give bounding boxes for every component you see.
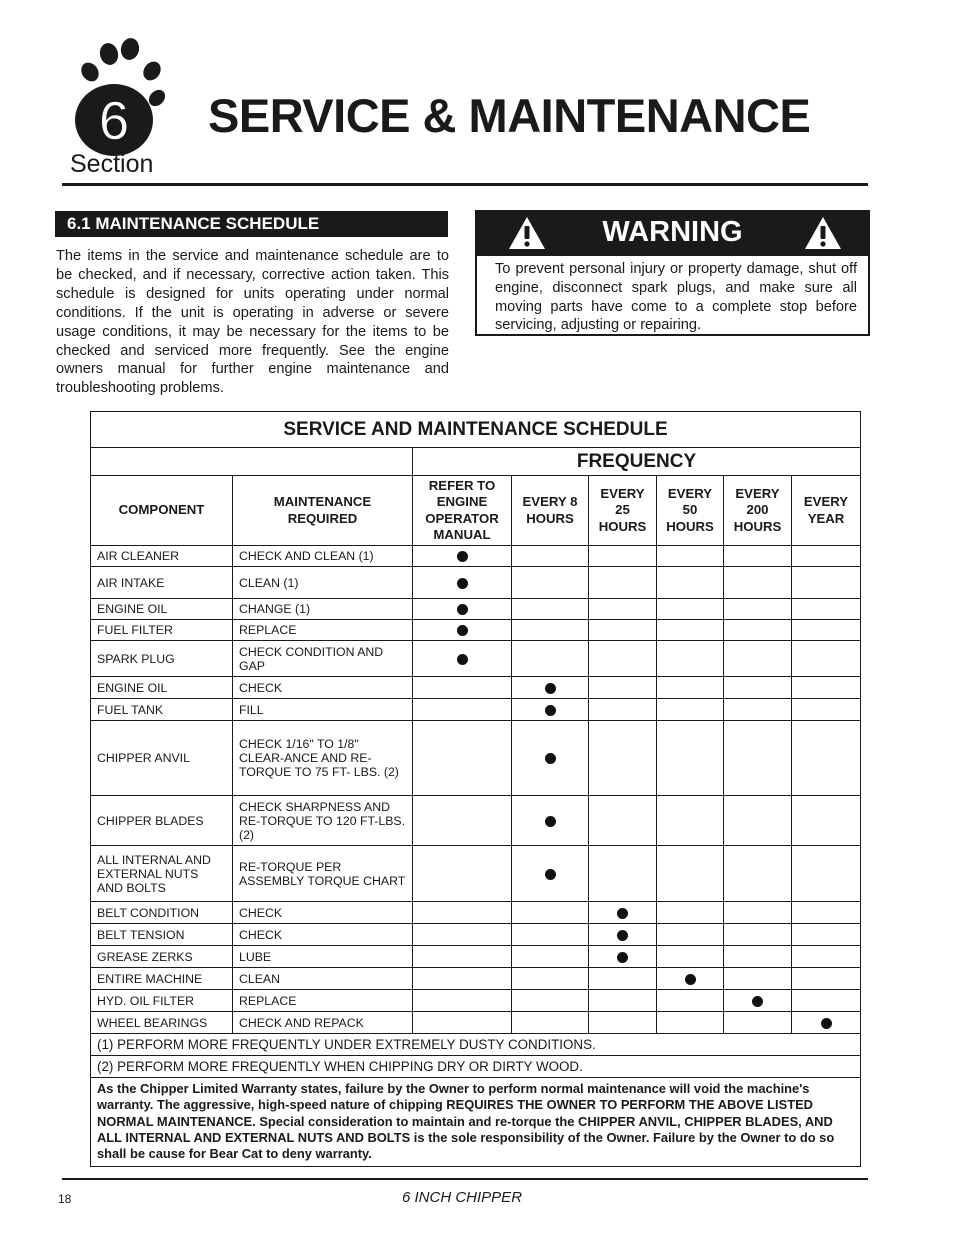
frequency-cell	[792, 796, 861, 846]
frequency-cell	[657, 721, 724, 796]
frequency-dot-icon	[545, 753, 556, 764]
component-cell: CHIPPER BLADES	[91, 796, 233, 846]
table-row	[91, 567, 861, 599]
frequency-cell	[792, 1012, 861, 1034]
table-row	[91, 641, 861, 677]
frequency-cell	[512, 968, 589, 990]
frequency-cell	[413, 946, 512, 968]
frequency-cell	[792, 846, 861, 902]
frequency-cell	[413, 1012, 512, 1034]
frequency-cell	[792, 902, 861, 924]
frequency-cell	[512, 620, 589, 641]
maintenance-cell: CHECK	[233, 924, 413, 946]
frequency-cell	[657, 546, 724, 567]
section-number: 6	[98, 91, 130, 151]
frequency-cell	[657, 902, 724, 924]
frequency-cell	[512, 546, 589, 567]
frequency-cell	[413, 620, 512, 641]
footnote-1: (1) PERFORM MORE FREQUENTLY UNDER EXTREMELY DUSTY CONDITIONS.	[91, 1034, 861, 1056]
frequency-dot-icon	[545, 705, 556, 716]
warning-title: WARNING	[602, 216, 743, 248]
column-header-frequency: EVERY 25 HOURS	[589, 476, 657, 546]
maintenance-cell: FILL	[233, 699, 413, 721]
frequency-cell	[589, 677, 657, 699]
frequency-cell	[792, 677, 861, 699]
frequency-cell	[724, 796, 792, 846]
maintenance-cell: CHANGE (1)	[233, 599, 413, 620]
footer-divider	[62, 1178, 868, 1180]
frequency-cell	[589, 599, 657, 620]
table-row	[91, 796, 861, 846]
schedule-title: SERVICE AND MAINTENANCE SCHEDULE	[91, 412, 861, 448]
frequency-cell	[657, 620, 724, 641]
frequency-cell	[512, 946, 589, 968]
frequency-cell	[724, 990, 792, 1012]
frequency-cell	[589, 721, 657, 796]
frequency-cell	[413, 599, 512, 620]
frequency-cell	[589, 641, 657, 677]
frequency-dot-icon	[545, 816, 556, 827]
frequency-cell	[589, 846, 657, 902]
header-divider	[62, 183, 868, 186]
maintenance-cell: CHECK CONDITION AND GAP	[233, 641, 413, 677]
frequency-dot-icon	[685, 974, 696, 985]
frequency-cell	[589, 567, 657, 599]
frequency-dot-icon	[545, 869, 556, 880]
frequency-cell	[589, 990, 657, 1012]
table-row	[91, 699, 861, 721]
component-cell: BELT TENSION	[91, 924, 233, 946]
component-cell: AIR CLEANER	[91, 546, 233, 567]
table-row	[91, 924, 861, 946]
frequency-cell	[512, 567, 589, 599]
frequency-cell	[589, 902, 657, 924]
frequency-cell	[792, 546, 861, 567]
frequency-cell	[792, 924, 861, 946]
component-cell: AIR INTAKE	[91, 567, 233, 599]
frequency-dot-icon	[457, 654, 468, 665]
frequency-cell	[589, 946, 657, 968]
paw-print-icon	[72, 36, 172, 156]
frequency-cell	[657, 846, 724, 902]
frequency-cell	[589, 546, 657, 567]
frequency-cell	[512, 990, 589, 1012]
maintenance-cell: CLEAN	[233, 968, 413, 990]
frequency-cell	[512, 721, 589, 796]
frequency-cell	[413, 546, 512, 567]
frequency-cell	[512, 924, 589, 946]
page-title: SERVICE & MAINTENANCE	[208, 89, 811, 142]
section-heading: 6.1 MAINTENANCE SCHEDULE	[55, 211, 448, 237]
frequency-cell	[589, 1012, 657, 1034]
column-header-frequency: EVERY 50 HOURS	[657, 476, 724, 546]
frequency-cell	[589, 699, 657, 721]
frequency-cell	[413, 699, 512, 721]
frequency-cell	[792, 946, 861, 968]
frequency-cell	[413, 968, 512, 990]
frequency-cell	[413, 721, 512, 796]
frequency-cell	[657, 796, 724, 846]
frequency-cell	[724, 902, 792, 924]
frequency-cell	[413, 990, 512, 1012]
frequency-cell	[657, 641, 724, 677]
frequency-cell	[413, 677, 512, 699]
maintenance-cell: RE-TORQUE PER ASSEMBLY TORQUE CHART	[233, 846, 413, 902]
column-header-frequency: EVERY 8 HOURS	[512, 476, 589, 546]
frequency-cell	[792, 641, 861, 677]
component-cell: BELT CONDITION	[91, 902, 233, 924]
column-header-component: COMPONENT	[91, 476, 233, 546]
component-cell: FUEL TANK	[91, 699, 233, 721]
warning-text: To prevent personal injury or property damage, shut off engine, disconnect spark plugs, and make sure all moving parts have come to a complete stop before servicing, adjusting or repairing.	[495, 261, 857, 334]
frequency-cell	[724, 599, 792, 620]
maintenance-cell: CHECK	[233, 677, 413, 699]
frequency-cell	[589, 968, 657, 990]
footnote-2: (2) PERFORM MORE FREQUENTLY WHEN CHIPPING DRY OR DIRTY WOOD.	[91, 1056, 861, 1078]
column-header-frequency: EVERY 200 HOURS	[724, 476, 792, 546]
warranty-note: As the Chipper Limited Warranty states, failure by the Owner to perform normal maintenance will void the machine's warranty. The aggressive, high-speed nature of chipping REQUIRES THE OWNER TO PERFORM THE ABOVE LISTED NORMAL MAINTENANCE. Special consideration to maintain and re-torque the CHIPPER ANVIL, CHIPPER BLADES, AND ALL INTERNAL AND EXTERNAL NUTS AND BOLTS is the sole responsibility of the Owner. Failure by the Owner to do so shall be cause for Bear Cat to deny warranty.	[91, 1078, 861, 1167]
table-row	[91, 546, 861, 567]
frequency-cell	[589, 620, 657, 641]
frequency-cell	[657, 567, 724, 599]
maintenance-schedule-table	[90, 411, 861, 1167]
frequency-dot-icon	[821, 1018, 832, 1029]
maintenance-cell: CHECK AND REPACK	[233, 1012, 413, 1034]
maintenance-cell: CHECK AND CLEAN (1)	[233, 546, 413, 567]
maintenance-cell: LUBE	[233, 946, 413, 968]
frequency-cell	[413, 924, 512, 946]
frequency-cell	[724, 641, 792, 677]
frequency-cell	[657, 677, 724, 699]
column-header-frequency: EVERY YEAR	[792, 476, 861, 546]
frequency-cell	[657, 968, 724, 990]
frequency-cell	[724, 721, 792, 796]
frequency-cell	[512, 902, 589, 924]
maintenance-cell: CHECK SHARPNESS AND RE-TORQUE TO 120 FT-LBS. (2)	[233, 796, 413, 846]
frequency-cell	[724, 546, 792, 567]
frequency-cell	[413, 641, 512, 677]
frequency-cell	[512, 677, 589, 699]
document-name: 6 INCH CHIPPER	[402, 1189, 523, 1206]
frequency-cell	[724, 924, 792, 946]
frequency-cell	[657, 599, 724, 620]
frequency-header: FREQUENCY	[413, 448, 861, 476]
component-cell: WHEEL BEARINGS	[91, 1012, 233, 1034]
frequency-cell	[413, 846, 512, 902]
frequency-cell	[724, 968, 792, 990]
table-row	[91, 946, 861, 968]
component-cell: ENGINE OIL	[91, 677, 233, 699]
table-row	[91, 990, 861, 1012]
frequency-dot-icon	[752, 996, 763, 1007]
frequency-cell	[657, 699, 724, 721]
table-row	[91, 1012, 861, 1034]
component-cell: ALL INTERNAL AND EXTERNAL NUTS AND BOLTS	[91, 846, 233, 902]
frequency-cell	[657, 946, 724, 968]
component-cell: GREASE ZERKS	[91, 946, 233, 968]
frequency-cell	[792, 968, 861, 990]
frequency-cell	[724, 620, 792, 641]
component-cell: HYD. OIL FILTER	[91, 990, 233, 1012]
frequency-cell	[724, 699, 792, 721]
frequency-cell	[413, 902, 512, 924]
table-row	[91, 902, 861, 924]
maintenance-cell: CHECK 1/16" TO 1/8" CLEAR-ANCE AND RE-TORQUE TO 75 FT- LBS. (2)	[233, 721, 413, 796]
frequency-cell	[512, 846, 589, 902]
frequency-cell	[724, 677, 792, 699]
maintenance-cell: CLEAN (1)	[233, 567, 413, 599]
frequency-cell	[792, 721, 861, 796]
maintenance-cell: REPLACE	[233, 990, 413, 1012]
warning-triangle-icon	[803, 215, 843, 251]
frequency-dot-icon	[617, 952, 628, 963]
table-row	[91, 968, 861, 990]
frequency-dot-icon	[617, 930, 628, 941]
frequency-cell	[792, 990, 861, 1012]
maintenance-cell: CHECK	[233, 902, 413, 924]
frequency-cell	[413, 567, 512, 599]
frequency-cell	[724, 567, 792, 599]
blank-header-cell	[91, 448, 413, 476]
warning-box	[475, 210, 870, 336]
frequency-cell	[657, 990, 724, 1012]
frequency-dot-icon	[457, 578, 468, 589]
table-row	[91, 721, 861, 796]
frequency-cell	[413, 796, 512, 846]
component-cell: ENGINE OIL	[91, 599, 233, 620]
frequency-cell	[589, 924, 657, 946]
component-cell: CHIPPER ANVIL	[91, 721, 233, 796]
frequency-cell	[512, 699, 589, 721]
frequency-cell	[589, 796, 657, 846]
column-header-maintenance: MAINTENANCE REQUIRED	[233, 476, 413, 546]
frequency-cell	[792, 599, 861, 620]
frequency-cell	[657, 924, 724, 946]
frequency-dot-icon	[457, 625, 468, 636]
frequency-dot-icon	[545, 683, 556, 694]
frequency-cell	[792, 620, 861, 641]
table-row	[91, 599, 861, 620]
frequency-dot-icon	[457, 604, 468, 615]
component-cell: SPARK PLUG	[91, 641, 233, 677]
frequency-cell	[724, 946, 792, 968]
component-cell: ENTIRE MACHINE	[91, 968, 233, 990]
table-row	[91, 846, 861, 902]
frequency-cell	[512, 796, 589, 846]
frequency-cell	[792, 699, 861, 721]
page-number: 18	[58, 1192, 72, 1206]
frequency-dot-icon	[617, 908, 628, 919]
section-label: Section	[70, 150, 154, 178]
frequency-cell	[512, 641, 589, 677]
table-row	[91, 677, 861, 699]
maintenance-cell: REPLACE	[233, 620, 413, 641]
intro-paragraph: The items in the service and maintenance schedule are to be checked, and if necessary, corrective action taken. This schedule is designed for units operating under normal conditions. If the unit is operating in adverse or severe usage conditions, it may be necessary for the items to be checked and serviced more frequently. See the engine owners manual for further engine maintenance and troubleshooting problems.	[56, 248, 449, 397]
warning-header	[477, 212, 868, 256]
frequency-cell	[512, 599, 589, 620]
frequency-cell	[657, 1012, 724, 1034]
frequency-cell	[792, 567, 861, 599]
frequency-cell	[724, 846, 792, 902]
column-header-frequency: REFER TO ENGINE OPERATOR MANUAL	[413, 476, 512, 546]
frequency-cell	[512, 1012, 589, 1034]
component-cell: FUEL FILTER	[91, 620, 233, 641]
frequency-dot-icon	[457, 551, 468, 562]
frequency-cell	[724, 1012, 792, 1034]
table-row	[91, 620, 861, 641]
